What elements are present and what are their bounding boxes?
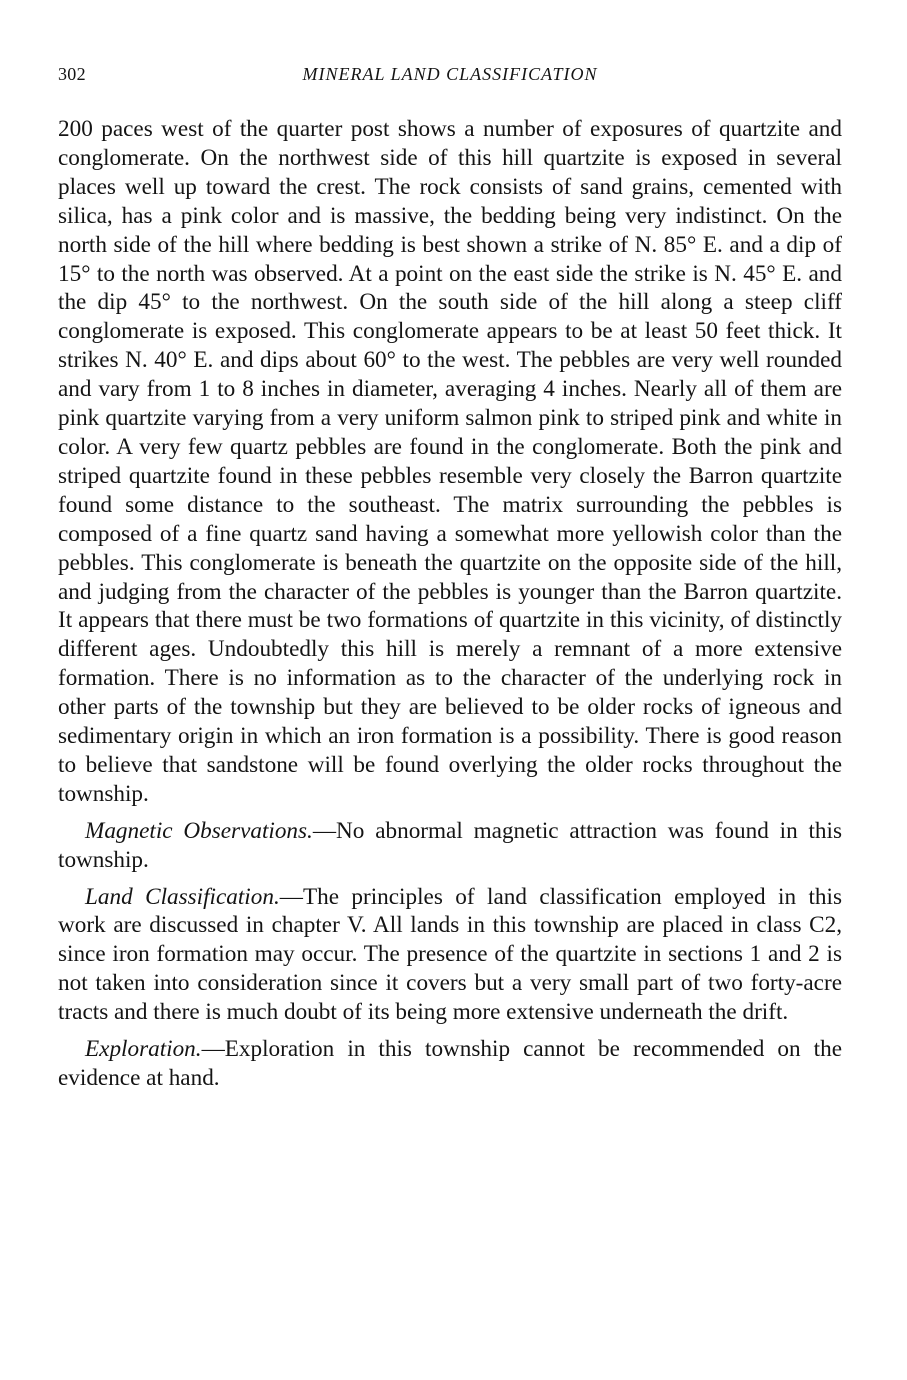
section-text-exploration: —Exploration in this township cannot be recommended on the evidence at hand. bbox=[58, 1036, 842, 1091]
paragraph-exploration bbox=[58, 1035, 842, 1093]
body-text bbox=[58, 115, 842, 1093]
running-head bbox=[58, 60, 842, 92]
section-heading-exploration: Exploration. bbox=[85, 1036, 202, 1063]
paragraph-magnetic-observations bbox=[58, 817, 842, 875]
section-heading-magnetic: Magnetic Observations. bbox=[85, 817, 313, 844]
section-heading-land: Land Classification. bbox=[85, 883, 280, 910]
page-number: 302 bbox=[58, 64, 86, 84]
paragraph-quartzite-description: 200 paces west of the quarter post shows a number of exposures of quartzite and conglomerate. On the northwest side of this hill quartzite is exposed in several places well up toward the crest. The rock consists of sand grains, cemented with silica, has a pink color and is massive, the bedding being very indistinct. On the north side of the hill where bedding is best shown a strike of N. 85° E. and a dip of 15° to the north was observed. At a point on the east side the strike is N. 45° E. and the dip 45° to the northwest. On the south side of the hill along a steep cliff conglomerate is exposed. This conglomerate appears to be at least 50 feet thick. It strikes N. 40° E. and dips about 60° to the west. The pebbles are very well rounded and vary from 1 to 8 inches in diameter, averaging 4 inches. Nearly all of them are pink quartzite varying from a very uniform salmon pink to striped pink and white in color. A very few quartz pebbles are found in the conglomerate. Both the pink and striped quartzite found in these pebbles resemble very closely the Barron quartzite found some distance to the southeast. The matrix surrounding the pebbles is composed of a fine quartz sand having a somewhat more yellowish color than the pebbles. This conglomerate is beneath the quartzite on the opposite side of the hill, and judging from the character of the pebbles is younger than the Barron quartzite. It appears that there must be two formations of quartzite in this vicinity, of distinctly different ages. Undoubtedly this hill is merely a remnant of a more extensive formation. There is no information as to the character of the underlying rock in other parts of the township but they are believed to be older rocks of igneous and sedimentary origin in which an iron formation is a possibility. There is good reason to believe that sandstone will be found overlying the older rocks throughout the township. bbox=[58, 116, 842, 807]
section-text-land: —The principles of land classification employed in this work are discussed in chapter V. All lands in this township are placed in class C2, since iron formation may occur. The presence of the quartzite in sections 1 and 2 is not taken into consideration since it covers but a very small part of two forty-acre tracts and there is much doubt of its being more extensive underneath the drift. bbox=[58, 883, 842, 1026]
book-page bbox=[58, 60, 842, 1093]
running-title: MINERAL LAND CLASSIFICATION bbox=[302, 64, 598, 84]
section-text-magnetic: —No abnormal magnetic attraction was found in this township. bbox=[58, 817, 842, 873]
paragraph-land-classification bbox=[58, 883, 842, 1028]
